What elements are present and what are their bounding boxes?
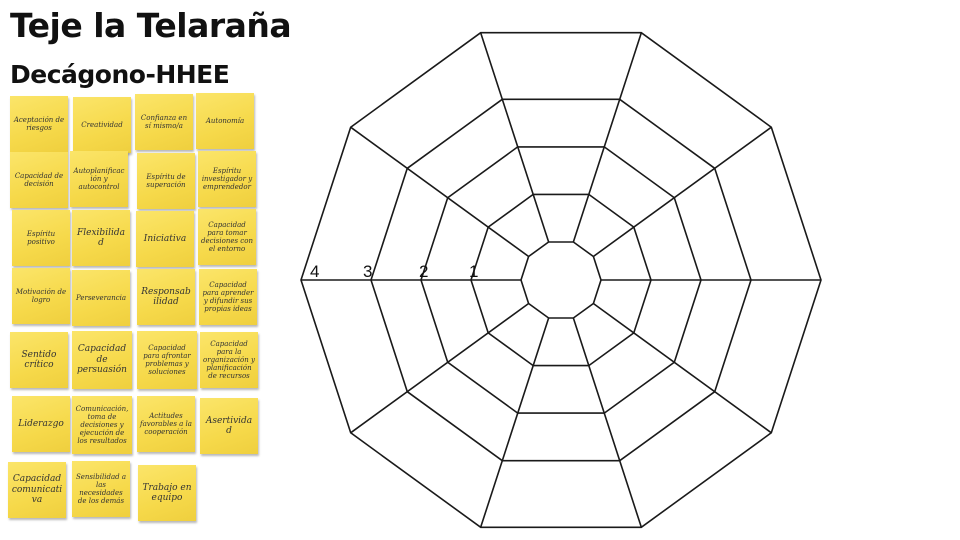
ring-label-1: 1 — [469, 262, 479, 281]
sticky-note[interactable]: Espíritu investigador y emprendedor — [198, 151, 256, 207]
sticky-note[interactable]: Espíritu positivo — [12, 210, 70, 266]
sticky-note[interactable]: Capacidad para tomar decisiones con el entorno — [198, 209, 256, 265]
sticky-note[interactable]: Liderazgo — [12, 396, 70, 452]
sticky-note[interactable]: Sentido crítico — [10, 332, 68, 388]
slide-title: Teje la Telaraña — [10, 6, 292, 45]
sticky-note[interactable]: Responsabilidad — [137, 269, 195, 325]
sticky-note[interactable]: Sensibilidad a las necesidades de los demás — [72, 461, 130, 517]
sticky-note[interactable]: Actitudes favorables a la cooperación — [137, 396, 195, 452]
sticky-note[interactable]: Espíritu de superación — [137, 153, 195, 209]
sticky-note[interactable]: Autonomía — [196, 93, 254, 149]
sticky-note[interactable]: Capacidad de decisión — [10, 152, 68, 208]
sticky-note[interactable]: Creatividad — [73, 97, 131, 153]
web-ring-1 — [521, 242, 601, 318]
web-spoke — [573, 33, 641, 242]
sticky-note[interactable]: Asertividad — [200, 398, 258, 454]
sticky-note[interactable]: Flexibilidad — [72, 210, 130, 266]
sticky-note[interactable]: Capacidad para la organización y planificación de recursos — [200, 332, 258, 388]
sticky-note[interactable]: Comunicación, toma de decisiones y ejecución de los resultados — [72, 396, 132, 454]
sticky-note[interactable]: Autoplanificación y autocontrol — [70, 151, 128, 207]
web-spoke — [593, 127, 771, 256]
ring-label-3: 3 — [363, 262, 373, 281]
ring-label-2: 2 — [419, 262, 429, 281]
sticky-note[interactable]: Capacidad de persuasión — [72, 331, 132, 389]
sticky-note[interactable]: Capacidad para aprender y difundir sus propias ideas — [199, 269, 257, 325]
slide-subtitle: Decágono-HHEE — [10, 60, 230, 89]
sticky-note[interactable]: Aceptación de riesgos — [10, 96, 68, 152]
sticky-note[interactable]: Perseverancia — [72, 270, 130, 326]
ring-label-4: 4 — [310, 262, 320, 281]
web-spoke — [351, 304, 529, 433]
web-spoke — [481, 318, 549, 527]
web-grid — [301, 33, 821, 528]
web-spoke — [573, 318, 641, 527]
sticky-note[interactable]: Capacidad para afrontar problemas y soluciones — [137, 331, 197, 389]
sticky-note[interactable]: Trabajo en equipo — [138, 465, 196, 521]
web-spoke — [351, 127, 529, 256]
sticky-note[interactable]: Iniciativa — [136, 211, 194, 267]
sticky-note[interactable]: Capacidad comunicativa — [8, 462, 66, 518]
sticky-note[interactable]: Motivación de logro — [12, 268, 70, 324]
web-spoke — [481, 33, 549, 242]
sticky-note[interactable]: Confianza en sí mismo/a — [135, 94, 193, 150]
web-spoke — [593, 304, 771, 433]
